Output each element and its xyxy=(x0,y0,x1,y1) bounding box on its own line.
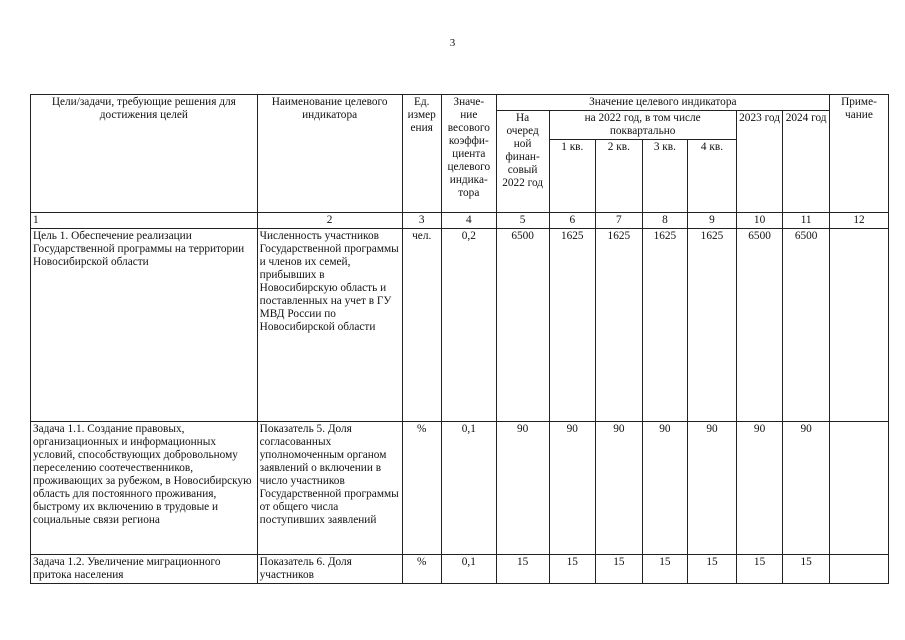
col-num: 8 xyxy=(642,213,688,229)
col-num: 6 xyxy=(549,213,596,229)
col-num: 9 xyxy=(688,213,737,229)
q1-cell: 90 xyxy=(549,422,596,555)
q1-cell: 1625 xyxy=(549,229,596,422)
unit-cell: чел. xyxy=(402,229,441,422)
indicator-cell: Показатель 5. Доля согласованных уполномоченным органом заявлений о включении в число участников Государственной программы от общего числа поступивших заявлений xyxy=(257,422,402,555)
weight-cell: 0,1 xyxy=(441,555,496,584)
col-num: 1 xyxy=(31,213,258,229)
header-indicator-name: Наименование целевого индикатора xyxy=(257,95,402,213)
q2-cell: 1625 xyxy=(596,229,643,422)
weight-cell: 0,1 xyxy=(441,422,496,555)
header-next-year: На очеред ной финан- совый 2022 год xyxy=(496,111,549,213)
header-q1: 1 кв. xyxy=(549,140,596,213)
col-num: 3 xyxy=(402,213,441,229)
col-num: 2 xyxy=(257,213,402,229)
next-year-cell: 90 xyxy=(496,422,549,555)
header-note: Приме- чание xyxy=(829,95,888,213)
table-row xyxy=(31,422,889,555)
y2024-cell: 90 xyxy=(783,422,830,555)
page-number: 3 xyxy=(449,37,456,49)
q4-cell: 15 xyxy=(688,555,737,584)
note-cell xyxy=(829,555,888,584)
q3-cell: 1625 xyxy=(642,229,688,422)
unit-cell: % xyxy=(402,422,441,555)
y2024-cell: 6500 xyxy=(783,229,830,422)
header-row-1 xyxy=(31,95,889,111)
indicator-table xyxy=(30,94,889,584)
y2023-cell: 90 xyxy=(736,422,783,555)
col-num: 10 xyxy=(736,213,783,229)
table-row xyxy=(31,229,889,422)
header-goals: Цели/задачи, требующие решения для достижения целей xyxy=(31,95,258,213)
goal-cell: Цель 1. Обеспечение реализации Государственной программы на территории Новосибирской области xyxy=(31,229,258,422)
header-weight: Значе- ние весового коэффи- циента целевого индика- тора xyxy=(441,95,496,213)
note-cell xyxy=(829,229,888,422)
col-num: 4 xyxy=(441,213,496,229)
q4-cell: 90 xyxy=(688,422,737,555)
q2-cell: 15 xyxy=(596,555,643,584)
header-q4: 4 кв. xyxy=(688,140,737,213)
header-2024: 2024 год xyxy=(783,111,830,213)
note-cell xyxy=(829,422,888,555)
header-2023: 2023 год xyxy=(736,111,783,213)
header-indicator-value: Значение целевого индикатора xyxy=(496,95,829,111)
goal-cell: Задача 1.2. Увеличение миграционного притока населения xyxy=(31,555,258,584)
header-q3: 3 кв. xyxy=(642,140,688,213)
header-2022-quarterly: на 2022 год, в том числе поквартально xyxy=(549,111,736,140)
y2023-cell: 15 xyxy=(736,555,783,584)
col-num: 11 xyxy=(783,213,830,229)
indicator-cell: Численность участников Государственной программы и членов их семей, прибывших в Новосибирскую область и поставленных на учет в ГУ МВД России по Новосибирской области xyxy=(257,229,402,422)
next-year-cell: 6500 xyxy=(496,229,549,422)
col-num: 7 xyxy=(596,213,643,229)
col-num: 12 xyxy=(829,213,888,229)
column-number-row xyxy=(31,213,889,229)
weight-cell: 0,2 xyxy=(441,229,496,422)
indicator-cell: Показатель 6. Доля участников xyxy=(257,555,402,584)
unit-cell: % xyxy=(402,555,441,584)
header-q2: 2 кв. xyxy=(596,140,643,213)
next-year-cell: 15 xyxy=(496,555,549,584)
table-row xyxy=(31,555,889,584)
q3-cell: 15 xyxy=(642,555,688,584)
header-unit: Ед. измер ения xyxy=(402,95,441,213)
y2023-cell: 6500 xyxy=(736,229,783,422)
y2024-cell: 15 xyxy=(783,555,830,584)
q3-cell: 90 xyxy=(642,422,688,555)
col-num: 5 xyxy=(496,213,549,229)
q2-cell: 90 xyxy=(596,422,643,555)
q1-cell: 15 xyxy=(549,555,596,584)
goal-cell: Задача 1.1. Создание правовых, организационных и информационных условий, способствующих добровольному переселению соотечественников, проживающих за рубежом, в Новосибирскую область для постоянного проживания, быстрому их включению в трудовые и социальные связи региона xyxy=(31,422,258,555)
q4-cell: 1625 xyxy=(688,229,737,422)
